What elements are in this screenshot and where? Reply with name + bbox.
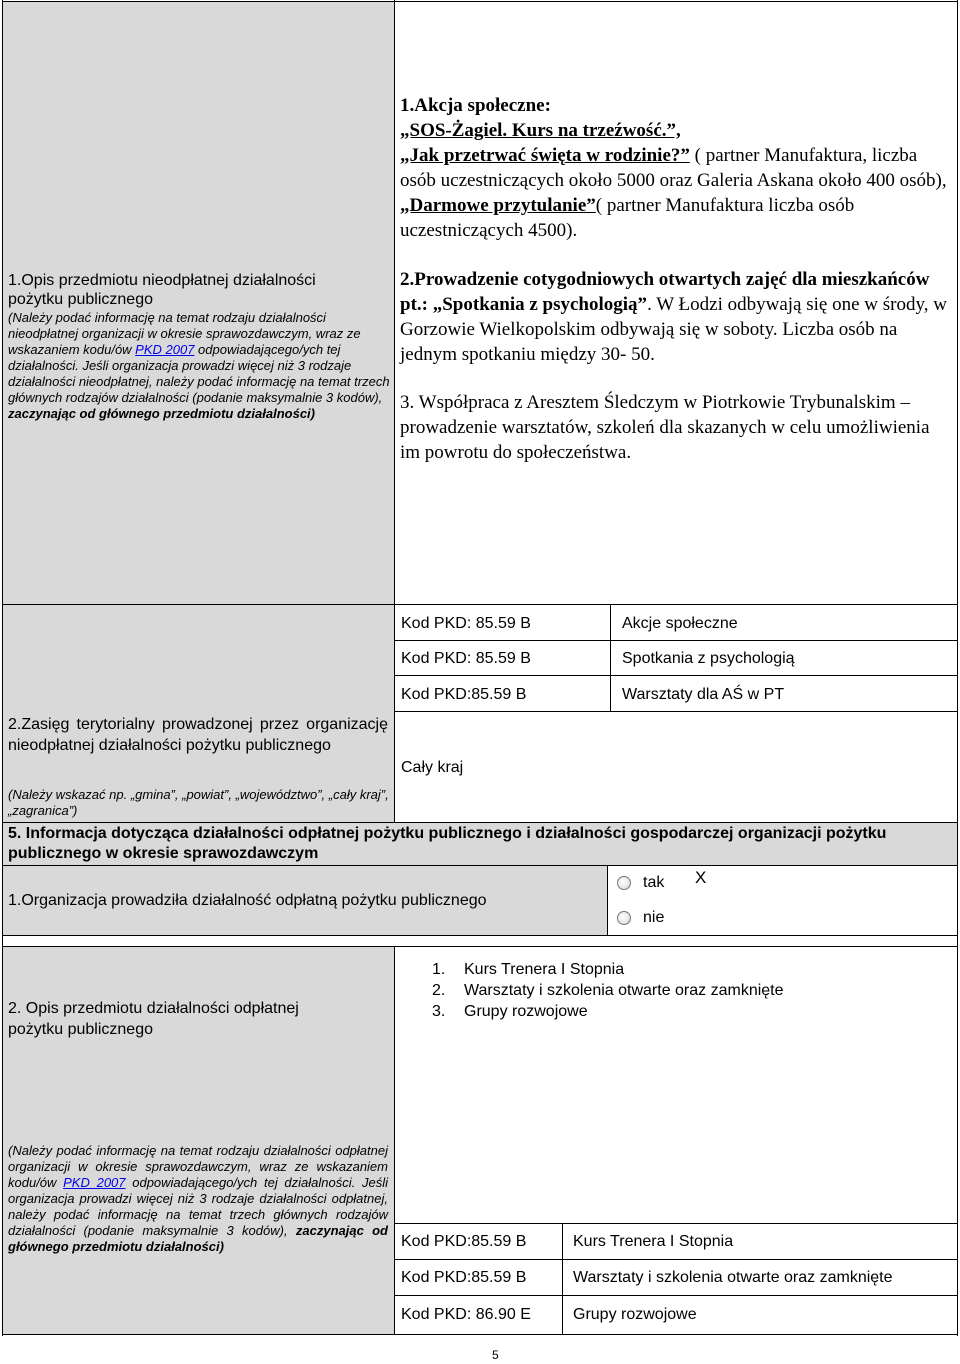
s5-pkd-line-2 <box>394 1295 958 1296</box>
radio-nie[interactable] <box>617 908 664 928</box>
border-row-s5 <box>2 822 958 823</box>
section5-header: 5. Informacja dotycząca działalności odpłatnej pożytku publicznego i działalności gospodarczej organizacji pożytku publicznego w okresie sprawozdawczym <box>8 825 887 862</box>
section1-title: 1.Opis przedmiotu nieodpłatnej działalności pożytku publicznego <box>8 272 316 308</box>
radio-tak-circle[interactable] <box>617 876 631 890</box>
border-q1 <box>607 865 608 935</box>
s5-pkd-desc-3: Grupy rozwojowe <box>573 1306 697 1323</box>
s5-pkd-desc-2: Warsztaty i szkolenia otwarte oraz zamknięte <box>573 1269 893 1286</box>
s1-pkd-line-2 <box>394 675 958 676</box>
radio-tak-label: tak <box>643 874 665 891</box>
radio-tak[interactable] <box>617 873 664 893</box>
s1-pkd-desc-1: Akcje społeczne <box>622 615 738 632</box>
q2-label: 2. Opis przedmiotu działalności odpłatnej pożytku publicznego <box>8 1000 299 1038</box>
border-mid <box>394 0 395 822</box>
s1-pkd-code-3: Kod PKD:85.59 B <box>401 686 527 703</box>
s1-pkd-code-2: Kod PKD: 85.59 B <box>401 650 531 667</box>
section2-note: (Należy wskazać np. „gmina”, „powiat”, „województwo”, „cały kraj”, „zagranica”) <box>8 787 389 818</box>
section1-answer <box>400 93 952 465</box>
radio-nie-label: nie <box>643 909 665 926</box>
section2-answer: Cały kraj <box>401 759 464 776</box>
s5-pkd-code-2: Kod PKD:85.59 B <box>401 1269 527 1286</box>
list-item: 3. Grupy rozwojowe <box>432 1003 588 1020</box>
q1-label: 1.Organizacja prowadziła działalność odpłatną pożytku publicznego <box>8 892 487 909</box>
section1-note: (Należy podać informację na temat rodzaju działalności nieodpłatnej organizacji w okresie sprawozdawczym, wraz ze wskazaniem kodu/ów PKD 2007 odpowiadającego/ych tej działalności. Jeśli organizacja prowadzi więcej niż 3 rodzaje działalności nieodpłatnej, należy podać informację na temat trzech głównych rodzajów działalności (podanie maksymalnie 3 kodów), zaczynając od głównego przedmiotu działalności) <box>8 310 390 421</box>
s1-pkd-desc-2: Spotkania z psychologią <box>622 650 795 667</box>
s5-pkd-line-top <box>394 1223 958 1224</box>
list-item: 1. Kurs Trenera I Stopnia <box>432 961 625 978</box>
s5-pkd-code-1: Kod PKD:85.59 B <box>401 1233 527 1250</box>
item3-text: 3. Współpraca z Aresztem Śledczym w Piotrkowie Trybunalskim – prowadzenie warsztatów, szkoleń dla skazanych w celu umożliwienia im powrotu do społeczeństwa. <box>400 392 930 463</box>
border-row1 <box>2 604 958 605</box>
s1-pkd-line-1 <box>394 640 958 641</box>
item1-sos: „SOS-Żagiel. Kurs na trzeźwość.”, <box>400 120 681 141</box>
pkd-2007-link[interactable]: PKD 2007 <box>135 342 195 357</box>
check-mark: X <box>695 868 707 887</box>
item1-heading: 1.Akcja społeczne: <box>400 95 551 116</box>
s5-pkd-line-1 <box>394 1259 958 1260</box>
list-item: 2. Warsztaty i szkolenia otwarte oraz zamknięte <box>432 982 784 999</box>
page-number: 5 <box>492 1348 499 1362</box>
s1-pkd-desc-3: Warsztaty dla AŚ w PT <box>622 686 785 703</box>
item2-text: 2.Prowadzenie cotygodniowych otwartych zajęć dla mieszkańców pt.: „Spotkania z psychologią”. W Łodzi odbywają się one w środy, w Gorzowie Wielkopolskim odbywają się w soboty. Liczba osób na jednym spotkaniu między 30- 50. <box>400 269 947 365</box>
s1-pkd-line-3 <box>394 711 958 712</box>
s5-pkd-code-3: Kod PKD: 86.90 E <box>401 1306 531 1323</box>
pkd-2007-link-2[interactable]: PKD 2007 <box>63 1175 126 1190</box>
border-row-q1 <box>2 935 958 936</box>
border-left <box>2 0 3 1336</box>
s5-pkd-desc-1: Kurs Trenera I Stopnia <box>573 1233 734 1250</box>
s1-pkd-vline <box>610 604 611 711</box>
border-bottom <box>2 1334 958 1335</box>
section2-title: 2.Zasięg terytorialny prowadzonej przez organizację nieodpłatnej działalności pożytku publicznego <box>8 716 388 754</box>
item1-przytulanie: „Darmowe przytulanie”( partner Manufaktura liczba osób uczestniczących 4500). <box>400 195 855 241</box>
border-row-s5b <box>2 865 958 866</box>
item1-swieta: „Jak przetrwać święta w rodzinie?” ( partner Manufaktura, liczba osób uczestniczących około 5000 oraz Galeria Askana około 400 osób), <box>400 145 947 191</box>
q2-list <box>432 959 784 1022</box>
border-row-q2 <box>2 946 958 947</box>
border-right <box>957 0 958 1336</box>
s1-pkd-code-1: Kod PKD: 85.59 B <box>401 615 531 632</box>
q2-note: (Należy podać informację na temat rodzaju działalności odpłatnej organizacji w okresie sprawozdawczym, wraz ze wskazaniem kodu/ów PKD 2007 odpowiadającego/ych tej działalności. Jeśli organizacja prowadzi więcej niż 3 rodzaje działalności odpłatnej, należy podać informację na temat trzech głównych rodzajów działalności (podanie maksymalnie 3 kodów), zaczynając od głównego przedmiotu działalności) <box>8 1143 388 1254</box>
section1-label <box>8 271 390 422</box>
border-q2 <box>394 946 395 1334</box>
border-top <box>2 1 958 2</box>
radio-nie-circle[interactable] <box>617 911 631 925</box>
s5-pkd-vline <box>562 1223 563 1335</box>
